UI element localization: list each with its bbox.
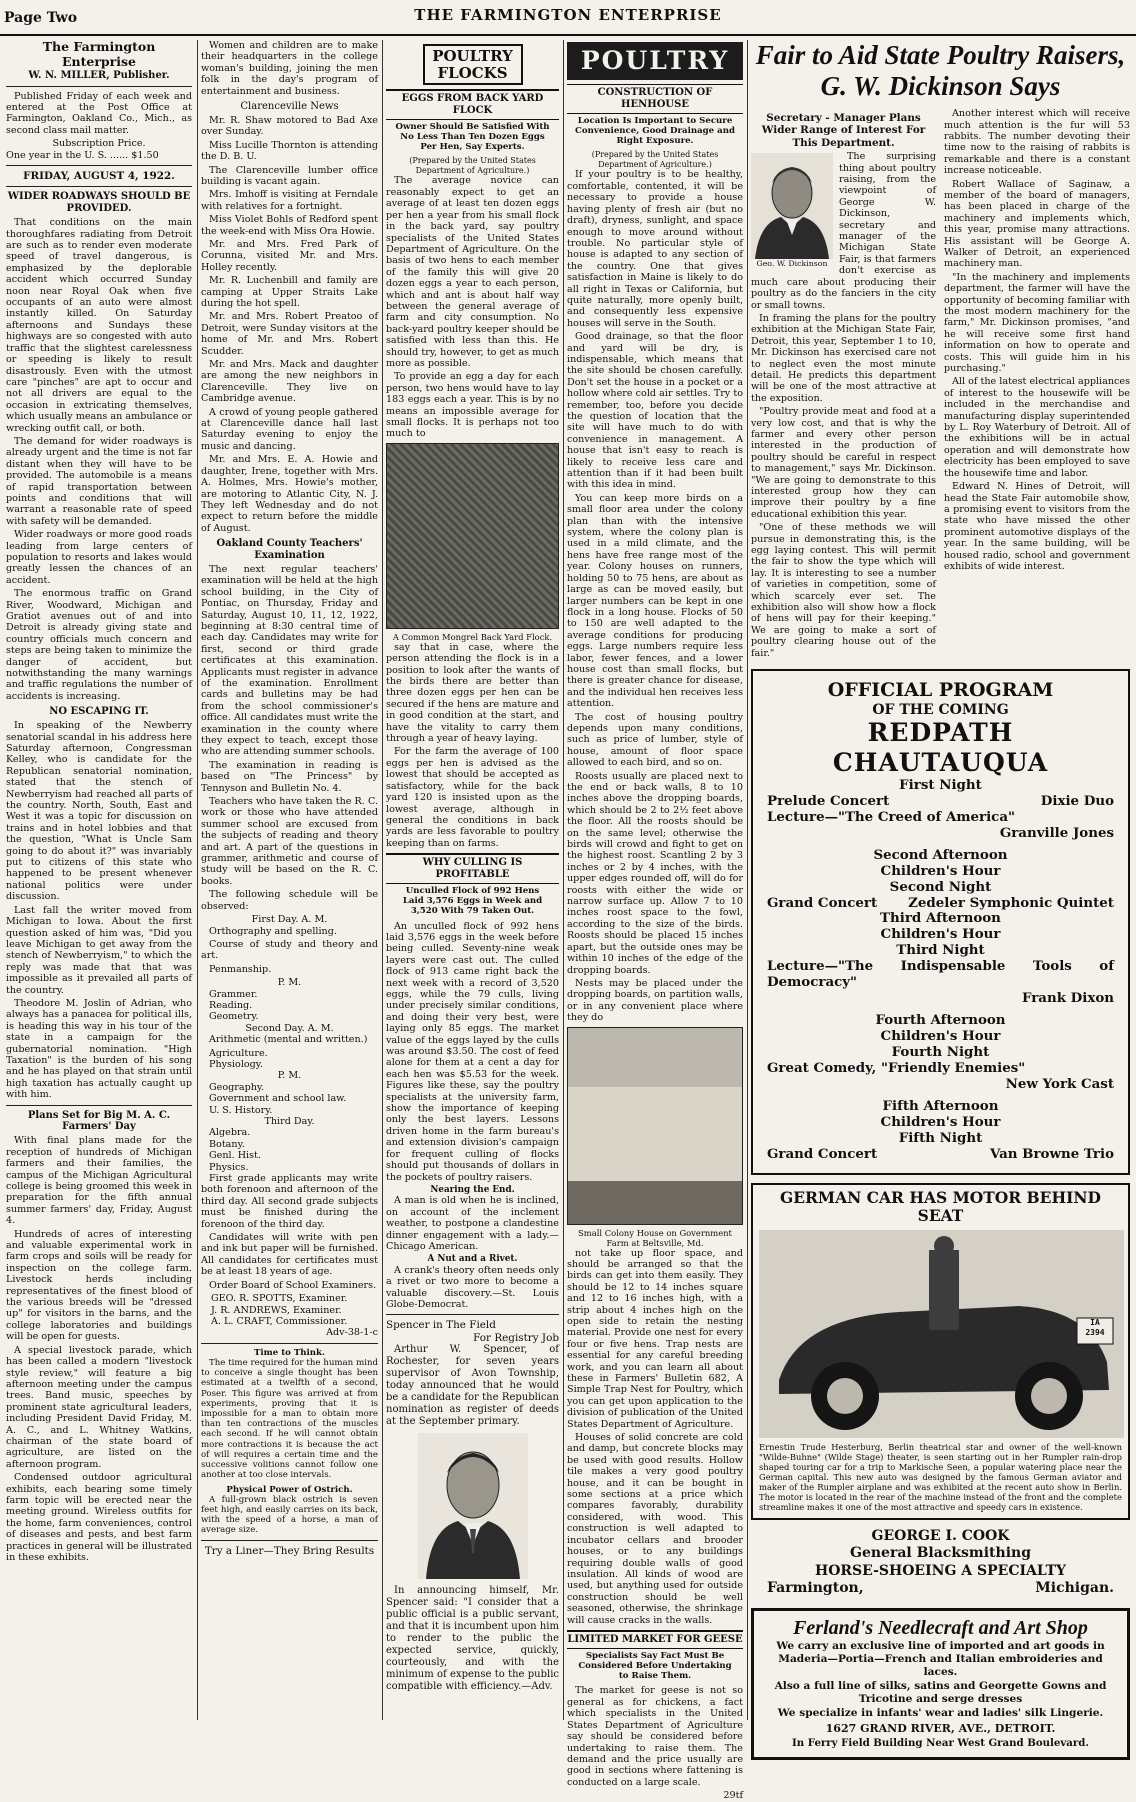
plate-line: 2394	[1085, 1328, 1105, 1338]
program-row	[767, 1077, 1114, 1093]
paragraph: In announcing himself, Mr. Spencer said: "I consider that a public official is a public servant, and that it is incumbent upon him to render to the public the expected service, quickly, courteously, and with the minimum of expense to the public compatible with efficiency.—Adv.	[386, 1585, 559, 1692]
schedule-day: First Day. A. M.	[251, 914, 328, 926]
fair-deck: Secretary - Manager Plans Wider Range of Interest For This Department.	[761, 112, 926, 149]
program-row	[767, 896, 1114, 912]
badge-line: FLOCKS	[437, 63, 508, 82]
paragraph: If your poultry is to be healthy, comfortable, contented, it will be necessary to provide a house having plenty of fresh air (but no draft), dryness, sunlight, and space enough to move around without trouble. No particular style of house is adapted to any section of the country. One that gives satisfaction in Maine is likely to do all right in Texas or California, but quite naturally, more openly built, and consequently less expensive houses will serve in the South.	[567, 169, 743, 329]
dickinson-photo	[751, 153, 833, 259]
paragraph: "Poultry provide meat and food at a very low cost, and that is why the farmer and every other person interested in the production of poultry should be careful in respect to management," says Mr. Dickinson. "We are going to demonstrate to this interested group how they can improve their poultry by a fine educational exhibition this year.	[751, 406, 936, 520]
paragraph: Robert Wallace of Saginaw, a member of the board of managers, has been placed in charge of the machinery and implements which, this year, promise many attractions. His assistant will be George A. Walker of Detroit, an experienced machinery man.	[944, 178, 1130, 270]
filler-title: A Nut and a Rivet.	[427, 1254, 518, 1265]
column-4	[567, 40, 743, 1802]
paper-name: THE FARMINGTON ENTERPRISE	[414, 6, 722, 24]
portrait-drawing	[751, 153, 833, 259]
paragraph: "One of these methods we will pursue in demonstrating this, is the egg laying contest. This will permit the fair to show the type which will lay. It is interesting to see a number of varieties in competition, some of which scarcely ever set. The exhibition also will show how a flock of hens will pay for their keeping." We are going to make a sort of poultry clearing house out of the fair."	[751, 522, 936, 659]
fair-article	[751, 108, 1130, 661]
program-event: Grand Concert	[767, 894, 878, 911]
paragraph: Another interest which will receive much attention is the fur will 53 rabbits. The number devoting their time now to the raising of rabbits is remarkable and there is a constant increase noticeable.	[944, 108, 1130, 177]
program-event: Grand Concert	[767, 1145, 878, 1162]
paragraph: All of the latest electrical appliances of interest to the housewife will be included in the merchandise and manufacturing display superintended by L. Roy Waterbury of Detroit. All of the exhibitions will be in actual operation and will demonstrate how electricity has been employed to save the housewife time and labor.	[944, 376, 1130, 479]
paragraph: Candidates will write with pen and ink but paper will be furnished. All candidates for certificates must be at least 18 years of age.	[201, 1232, 378, 1278]
divider	[6, 186, 192, 187]
program-session: Fifth Afternoon	[882, 1097, 999, 1114]
program-performer: Zedeler Symphonic Quintet	[908, 894, 1114, 911]
fair-headline: Fair to Aid State Poultry Raisers, G. W. Dickinson Says	[755, 40, 1126, 102]
dickinson-photo-block	[751, 153, 833, 268]
paragraph: A special livestock parade, which has been called a modern "livestock style review," will feature a big afternoon meeting under the campus trees. Band music, speeches by prominent state agricultural leaders, including President David Friday, M. A. C., and L. Whitney Watkins, chairman of the state board of agriculture, are listed on the afternoon program.	[6, 1344, 192, 1470]
photo-caption: Geo. W. Dickinson	[756, 259, 828, 269]
paragraph: Wider roadways or more good roads leading from large centers of population to resorts and lakes would greatly lessen the chances of an accident.	[6, 529, 192, 586]
adv-code: 29tf	[723, 1790, 743, 1802]
paragraph: The market for geese is not so general as for chickens, a fact which specialists in the United States Department of Agriculture say should be considered before undertaking to raise them. The demand and the price usually are good in sections where fattening is conducted on a large scale.	[567, 1685, 743, 1788]
program-performer: Frank Dixon	[1021, 990, 1114, 1007]
article-title: CONSTRUCTION OF HENHOUSE	[567, 84, 743, 114]
badge-line: POULTRY	[432, 47, 513, 65]
photo-caption: A Common Mongrel Back Yard Flock.	[392, 631, 553, 642]
examiner: J. R. ANDREWS, Examiner.	[211, 1304, 342, 1316]
article-title: GERMAN CAR HAS MOTOR BEHIND SEAT	[780, 1187, 1101, 1226]
ferland-ad	[751, 1608, 1130, 1761]
news-title: Clarenceville News	[240, 101, 339, 113]
program-session: Second Night	[889, 878, 992, 895]
news-item: Miss Lucille Thornton is attending the D. B. U.	[201, 139, 378, 163]
program-session: Fourth Night	[891, 1044, 990, 1061]
german-car-article	[751, 1183, 1130, 1520]
article-title: Oakland County Teachers' Examination	[216, 538, 363, 562]
poultry-flocks-badge	[423, 44, 523, 85]
ad-location: In Ferry Field Building Near West Grand Boulevard.	[792, 1737, 1089, 1750]
article-title: For Registry Job	[473, 1331, 559, 1344]
paragraph: The enormous traffic on Grand River, Woodward, Michigan and Gratiot avenues out of and into Detroit is already giving state and country officials much concern and steps are being taken to minimize the danger of accident, but notwithstanding the many warnings and traffic regulations the number of accidents is increasing.	[6, 588, 192, 702]
paragraph: The surprising thing about poultry raising, from the viewpoint of George W. Dickinson, secretary and manager of the Michigan State Fair, is that farmers don't exercise as much care about producing their poultry as do the fanciers in the city or small towns.	[751, 151, 936, 311]
paragraph: For the farm the average of 100 eggs per hen is advised as the lowest that should be accepted as satisfactory, while for the back yard 120 is insisted upon as the lowest average, although in general the conditions in back yards are less favorable to poultry keeping than on farms.	[386, 746, 559, 849]
program-session: Fourth Afternoon	[875, 1012, 1006, 1029]
photo-caption: Small Colony House on Government Farm at Beltsville, Md.	[578, 1227, 732, 1248]
news-item: Mr. and Mrs. Mack and daughter are among the new neighbors in Clarenceville. They live on Cambridge avenue.	[201, 359, 378, 405]
article-title: Plans Set for Big M. A. C. Farmers' Day	[27, 1109, 171, 1133]
paragraph: In speaking of the Newberry senatorial scandal in his address here Saturday afternoon, Congressman Kelley, who is candidate for the Republican senatorial nomination, stated that the stench of Newberryism had reached all parts of the country. North, South, East and West it was a topic for discussion on trains and in hotel lobbies and that the question, "What is Uncle Sam going to do about it?" was invariably put to citizens of this state who happened to be present whenever national politics were under discussion.	[6, 720, 192, 903]
schedule-item: Course of study and theory and art.	[201, 938, 378, 962]
filler-text: A crank's theory often needs only a rivet or two more to become a valuable discovery.—St. Louis Globe-Democrat.	[386, 1264, 559, 1311]
ad-address: 1627 GRAND RIVER, AVE., DETROIT.	[825, 1722, 1056, 1736]
program-session: Second Afternoon	[873, 846, 1008, 863]
paragraph: Condensed outdoor agricultural exhibits, each bearing some timely farm topic will be erected near the meeting ground. Wireless outfits for the home, farm conveniences, control of diseases and pests, and best farm practices in general will be illustrated in these exhibits.	[6, 1472, 192, 1563]
editorial-title: WIDER ROADWAYS SHOULD BE PROVIDED.	[7, 191, 191, 215]
paragraph: With final plans made for the reception of hundreds of Michigan farmers and their families, the campus of the Michigan Agricultural college is being groomed this week in preparation for the fifth annual summer farmers' day, Friday, August 4.	[6, 1135, 192, 1227]
program-row	[767, 1147, 1114, 1163]
paragraph: Hundreds of acres of interesting and valuable experimental work in farm crops and soils will be ready for inspection on the college farm. Livestock herds including representatives of the finest blood of the various breeds will be "dressed up" for visitors in the barns, and the college laboratories and buildings will be open for guests.	[6, 1228, 192, 1343]
ad-state: Michigan.	[1035, 1580, 1114, 1597]
program-item: Children's Hour	[880, 1113, 1001, 1130]
column-rule	[747, 40, 748, 1720]
filler-title: Time to Think.	[253, 1347, 325, 1358]
car-photo	[759, 1230, 1122, 1438]
poultry-banner: POULTRY	[567, 42, 743, 80]
examiner: GEO. R. SPOTTS, Examiner.	[211, 1293, 348, 1305]
article-subtitle: Specialists Say Fact Must Be Considered Before Undertaking to Raise Them.	[578, 1650, 732, 1682]
schedule-item: Arithmetic (mental and written.)	[209, 1034, 368, 1046]
paragraph: You can keep more birds on a small floor area under the colony plan than with the intensive system, where the colony plan is used in a mild climate, and the hens have free range most of the year. Colony houses on runners, holding 50 to 75 hens, are about as large as can be moved easily, but larger numbers can be kept in one flock in a long house. Flocks of 50 to 150 are well adapted to the average conditions for producing eggs. Large numbers require less labor, fewer fences, and a lower house cost than small flocks, but there is greater chance for disease, and the individual hen receives less attention.	[567, 492, 743, 710]
program-row	[767, 1061, 1114, 1077]
program-event: Lecture—"The Creed of America"	[767, 808, 1015, 825]
paragraph: "In the machinery and implements department, the farmer will have the opportunity of becoming familiar with the most modern machinery for the farm," Mr. Dickinson promises, "and he will receive some first hand information on how to operate and costs. This will guide him in his purchasing."	[944, 271, 1130, 375]
program-performer: Granville Jones	[999, 824, 1114, 841]
paragraph: Order Board of School Examiners.	[209, 1279, 377, 1291]
paragraph: The cost of housing poultry depends upon many conditions, such as price of lumber, style of house, amount of floor space allowed to each bird, and so on.	[567, 711, 743, 769]
plate-line: IA	[1090, 1317, 1100, 1327]
program-event: Lecture—"The Indispensable Tools of Democracy"	[767, 958, 1114, 991]
program-session: Third Night	[896, 942, 985, 959]
filler-text: A full-grown black ostrich is seven feet high, and easily carries on its back, with the speed of a horse, a man of average size.	[201, 1494, 378, 1536]
column-1	[6, 40, 192, 1726]
ad-text: Also a full line of silks, satins and Georgette Gowns and Tricotine and serge dresses	[774, 1680, 1107, 1705]
filler-title: Physical Power of Ostrich.	[226, 1484, 353, 1495]
program-name: REDPATH CHAUTAUQUA	[832, 718, 1049, 778]
schedule-item: Orthography and spelling.	[209, 925, 337, 937]
schedule-pm: P. M.	[277, 977, 302, 989]
program-item: Children's Hour	[880, 926, 1001, 943]
schedule-item: Agriculture. Physiology.	[209, 1047, 268, 1070]
news-item: Miss Violet Bohls of Redford spent the week-end with Miss Ora Howie.	[201, 214, 378, 237]
divider	[6, 1105, 192, 1106]
column-2	[201, 40, 378, 1726]
paragraph: Nests may be placed under the dropping boards, on partition walls, or in any convenient place where they do	[567, 977, 743, 1024]
article-title: EGGS FROM BACK YARD FLOCK	[386, 89, 559, 120]
ad-text: We carry an exclusive line of imported and art goods in Maderia—Portia—French and Italian embroideries and laces.	[776, 1640, 1105, 1678]
program-performer: Dixie Duo	[1040, 792, 1114, 809]
article-title: WHY CULLING IS PROFITABLE	[386, 853, 559, 884]
divider	[201, 1343, 378, 1344]
paragraph: First grade applicants may write both forenoon and afternoon of the third day. All second grade subjects must be finished during the forenoon of the third day.	[201, 1173, 378, 1230]
program-subtitle: OF THE COMING	[872, 701, 1009, 718]
issue-date: FRIDAY, AUGUST 4, 1922.	[23, 170, 175, 183]
news-item: Mrs. Imhoff is visiting at Ferndale with relatives for a fortnight.	[201, 189, 378, 212]
divider	[6, 165, 192, 166]
schedule-item: Penmanship.	[209, 963, 272, 975]
chautauqua-program	[751, 669, 1130, 1175]
program-item: Children's Hour	[880, 1028, 1001, 1045]
ad-town: Farmington,	[767, 1580, 864, 1597]
paragraph: The average novice can reasonably expect to get an average of at least ten dozen eggs per hen a year from his small flock in the back yard, say poultry specialists of the United States Department of Agriculture. On the basis of two hens to each member of the family this will give 20 dozen eggs a year to each person, which and ant is about half way between the general average of farm and city consumption. No back-yard poultry keeper should be satisfied with less than this. He should try, however, to get as much more as possible.	[386, 175, 559, 369]
program-row	[767, 810, 1114, 826]
filler-text: A man is old when he is inclined, on account of the inclement weather, to postpone a clandestine dinner engagement with a lady.—Chicago American.	[386, 1195, 559, 1252]
ad-title: Ferland's Needlecraft and Art Shop	[793, 1616, 1088, 1639]
ad-line: GEORGE I. COOK	[871, 1527, 1010, 1544]
flock-photo	[386, 443, 559, 629]
schedule-day: Second Day. A. M.	[245, 1022, 334, 1034]
paragraph: Women and children are to make their headquarters in the college woman's building, joining the men folk in the day's program of entertainment and business.	[201, 40, 378, 97]
publication-info: Published Friday of each week and entered at the Post Office at Farmington, Oakland Co., Mich., as second class mail matter.	[6, 90, 192, 136]
article-subtitle: Owner Should Be Satisfied With No Less Than Ten Dozen Eggs Per Hen, Say Experts.	[395, 121, 550, 153]
program-title: OFFICIAL PROGRAM	[827, 679, 1054, 702]
program-event: Prelude Concert	[767, 792, 890, 809]
news-item: Mr. and Mrs. E. A. Howie and daughter, Irene, together with Mrs. A. Holmes, Mrs. Howie's mother, are motoring to Atlantic City, N. J. They left Wednesday and do not expect to return before the middle of August.	[201, 454, 378, 534]
news-item: Mr. and Mrs. Robert Preatoo of Detroit, were Sunday visitors at the home of Mr. and Mrs. Robert Scudder.	[201, 311, 378, 357]
commissioner: A. L. CRAFT, Commissioner.	[211, 1315, 348, 1327]
paragraph: Last fall the writer moved from Michigan to Iowa. About the first question asked of him was, "Did you leave Michigan to get away from the stench of Newberryism," to which the reply was made that that was impossible as it prevailed all parts of the country.	[6, 904, 192, 996]
car-drawing	[759, 1230, 1124, 1438]
article-title: Spencer in The Field	[386, 1319, 496, 1332]
schedule-item: Algebra. Botany. Genl. Hist. Physics.	[209, 1127, 261, 1173]
fair-article-left	[751, 108, 936, 661]
filler-title: Nearing the End.	[430, 1184, 515, 1195]
program-session: Third Afternoon	[880, 910, 1001, 927]
ad-line	[751, 1580, 1130, 1598]
filler-text: The time required for the human mind to conceive a single thought has been estimated at a twelfth of a second, Poser. This figure was arrived at from experiments, proving that it is impossible for a man to obtain more than ten contractions of the muscles each second. If he will cannot obtain more contractions it is because the act of will requires a certain time and the successive volitions cannot follow one another at too close intervals.	[201, 1357, 378, 1481]
paragraph: Arthur W. Spencer, of Rochester, for seven years supervisor of Avon Township, today announced that he would be a candidate for the Republican nomination as register of deeds at the September primary.	[386, 1344, 559, 1427]
subscription-price: One year in the U. S. ...... $1.50	[6, 149, 159, 161]
article-title: LIMITED MARKET FOR GEESE	[567, 1630, 743, 1649]
photo-caption: Ernestin Trude Hesterburg, Berlin theatrical star and owner of the well-known "Wilde-Buhne" (Wilde Stage) theater, is seen starting out in her Rumpler rain-drop shaped touring car for a trip to Markische Seen, a popular watering place near the German capital. This new auto was designed by the famous German aviator and maker of the Rumpler airplane and was exhibited at the recent auto show in Berlin. The motor is located in the rear of the machine instead of the front and the complete streamline makes it one of the most attractive and speedy cars in existence.	[759, 1441, 1122, 1512]
program-row	[767, 991, 1114, 1007]
column-rule	[563, 40, 564, 1720]
schedule-item: Grammer. Reading. Geometry.	[209, 988, 259, 1023]
divider	[201, 1540, 378, 1541]
ad-text: We specialize in infants' wear and ladies' silk Lingerie.	[777, 1707, 1104, 1720]
news-item: Mr. and Mrs. Fred Park of Corunna, visited Mr. and Mrs. Holley recently.	[201, 238, 378, 273]
paragraph: Teachers who have taken the R. C. work or those who have attended summer school are excused from the subjects of reading and theory and art. A part of the questions in grammer, arithmetic and course of study will be based on the R. C. books.	[201, 796, 378, 887]
cook-ad	[751, 1528, 1130, 1598]
paragraph: In framing the plans for the poultry exhibition at the Michigan State Fair, Detroit, this year, September 1 to 10, Mr. Dickinson has exercised care not to neglect even the most minute detail. He predicts this department will be one of the most attractive at the exposition.	[751, 312, 936, 404]
program-row	[767, 959, 1114, 991]
liner-ad: Try a Liner—They Bring Results	[204, 1544, 375, 1557]
column-rule	[382, 40, 383, 1720]
license-plate	[1077, 1318, 1113, 1339]
paragraph: An unculled flock of 992 hens laid 3,576 eggs in the week before being culled. Seventy-nine weak layers were cast out. The culled flock of 913 came right back the next week with a record of 3,520 eggs, while the 79 culls, living under precisely similar conditions, and doing their very best, were laying only 85 eggs. The market value of the eggs layed by the culls was around $3.50. The cost of feed alone for them at a cent a day for each hen was $5.53 for the week. Figures like these, say the poultry specialists at the university farm, show the importance of keeping only the best layers. Lessons driven home in the farm bureau's and extension division's campaign for frequent culling of flocks should put thousands of dollars in the pockets of poultry raisers.	[386, 920, 559, 1183]
news-item: The Clarenceville lumber office building is vacant again.	[201, 164, 378, 187]
paragraph: Roosts usually are placed next to the end or back walls, 8 to 10 inches above the dropping boards, which should be 2 to 2½ feet above the floor. All the roosts should be on the same level; otherwise the birds will crowd and fight to get on the highest roost. Scantling 2 by 3 inches or 2 by 4 inches, with the upper edges rounded off, will do for roosts with either the wide or narrow surface up. Allow 7 to 10 inches roost space to the fowl, according to the size of the birds. Roosts should be placed 15 inches apart, but the outside ones may be within 10 inches of the edge of the dropping boards.	[567, 770, 743, 976]
spencer-portrait	[418, 1433, 528, 1579]
page-number: Page Two	[4, 10, 78, 26]
right-section	[751, 40, 1130, 1750]
divider	[386, 1314, 559, 1315]
page-header	[0, 0, 1136, 36]
paragraph: To provide an egg a day for each person, two hens would have to lay 183 eggs each a year. This is by no means an impossible average for small flocks. It is perhaps not too much to	[386, 371, 559, 440]
paragraph: Edward N. Hines of Detroit, will head the State Fair automobile show, a promising event to visitors from the state who have missed the other prominent automotive displays of the year. In the same building, will be housed radio, school and government exhibits of wide interest.	[944, 481, 1130, 572]
paragraph: Good drainage, so that the floor and yard will be dry, is indispensable, which means that the site should be chosen carefully. Don't set the house in a pocket or a hollow where cold air settles. Try to remember, too, before you decide the question of location that the site will have much to do with convenience in management. A house that isn't easy to reach is likely to receive less care and attention than if it had been built with this idea in mind.	[567, 331, 743, 491]
paragraph: The next regular teachers' examination will be held at the high school building, in the City of Pontiac, on Thursday, Friday and Saturday, August 10, 11, 12, 1922, beginning at 8:30 central time of each day. Candidates may write for first, second or third grade certificates at this examination. Applicants must register in advance of the examination. Enrollment cards and bulletins may be had from the school commissioner's office. All candidates must write the examination in the county where they expect to teach, except those who are attending summer schools.	[201, 563, 378, 758]
subscription-label: Subscription Price.	[52, 138, 146, 150]
adv-code: Adv-38-1-c	[326, 1327, 378, 1339]
program-performer: Van Browne Trio	[989, 1145, 1114, 1162]
column-3	[386, 40, 559, 1726]
ad-line: HORSE-SHOEING A SPECIALTY	[814, 1562, 1066, 1579]
editorial-title: NO ESCAPING IT.	[49, 706, 149, 718]
paragraph: The demand for wider roadways is already urgent and the time is not far distant when they will have to be provided. The automobile is a means of rapid transportation between points and conditions that will warrant a reasonable rate of speed with safety will be demanded.	[6, 435, 192, 527]
publisher: W. N. MILLER, Publisher.	[28, 69, 170, 81]
divider	[6, 86, 192, 87]
program-row	[767, 826, 1114, 842]
portrait-drawing	[418, 1433, 528, 1579]
news-item: Mr. R. Shaw motored to Bad Axe over Sunday.	[201, 114, 378, 138]
program-session: Fifth Night	[898, 1129, 983, 1146]
schedule-item: Geography. Government and school law. U. S. History.	[209, 1081, 347, 1116]
colony-house-photo	[567, 1027, 743, 1225]
program-session: First Night	[899, 776, 982, 793]
article-subtitle: Location Is Important to Secure Convenience, Good Drainage and Right Exposure.	[575, 115, 735, 147]
column-rule	[197, 40, 198, 1720]
ad-line: General Blacksmithing	[850, 1545, 1031, 1562]
program-event: Great Comedy, "Friendly Enemies"	[767, 1060, 1026, 1077]
program-item: Children's Hour	[880, 862, 1001, 879]
paragraph: not take up floor space, and should be arranged so that the birds can get into them easily. They should be 12 to 14 inches square and 12 to 16 inches high, with a strip about 4 inches high on the open side to retain the nesting material. Provide one nest for every four or five hens. Trap nests are essential for any careful breeding work, and you can learn all about these in Farmers' Bulletin 682, A Simple Trap Nest for Poultry, which you can get upon application to the division of publication of the United States Department of Agriculture.	[567, 1247, 743, 1430]
news-item: Mr. R. Luchenbill and family are camping at Upper Straits Lake during the hot spell.	[201, 275, 378, 310]
fair-article-right	[944, 108, 1130, 661]
prepared-by: (Prepared by the United States Department of Agriculture.)	[591, 150, 719, 169]
paragraph: The following schedule will be observed:	[201, 889, 378, 912]
paragraph: That conditions on the main thoroughfares radiating from Detroit are such as to render even moderate speed of travel dangerous, is emphasized by the deplorable accident which occurred Sunday noon near Royal Oak when five occupants of an auto were almost instantly killed. On Saturday afternoons and Sundays these highways are so congested with auto traffic that the slightest carelessness or speeding is likely to result disastrously. Even with the utmost care "pinches" are apt to occur and not all drivers are equal to the occasion in extricating themselves, which usually means an ambulance or wrecking outfit call, or both.	[6, 217, 192, 434]
program-performer: New York Cast	[1005, 1076, 1114, 1093]
news-item: A crowd of young people gathered at Clarenceville dance hall last Saturday evening to enjoy the music and dancing.	[201, 406, 378, 452]
paragraph: Theodore M. Joslin of Adrian, who always has a panacea for political ills, is heading this way in his tour of the state in a campaign for the gubernatorial nomination. "High Taxation" is the burden of his song and he has played on that strain until high taxation has actually caught up with him.	[6, 997, 192, 1101]
article-subtitle: Unculled Flock of 992 Hens Laid 3,576 Eggs in Week and 3,520 With 79 Taken Out.	[402, 885, 543, 917]
schedule-pm: P. M.	[277, 1070, 302, 1082]
schedule-day: Third Day.	[264, 1116, 315, 1128]
paragraph: say that in case, where the person attending the flock is in a position to look after the wants of the birds there are better than three dozen eggs per hen can be secured if the hens are mature and in good condition at the start, and have the vitality to carry them through a year of heavy laying.	[386, 641, 559, 745]
prepared-by: (Prepared by the United States Department of Agriculture.)	[409, 156, 536, 175]
paragraph: The examination in reading is based on "The Princess" by Tennyson and Bulletin No. 4.	[201, 759, 378, 794]
paragraph: Houses of solid concrete are cold and damp, but concrete blocks may be used with good results. Hollow tile makes a very good poultry house, and it can be bought in some sections at a price which compares favorably, durability considered, with wood. This construction is well adapted to incubator cellars and brooder houses, or to any buildings requiring double walls of good insulation. All kinds of wood are used, but anything used for outside construction should be well seasoned, otherwise, the shrinkage will cause cracks in the walls.	[567, 1432, 743, 1626]
masthead: The Farmington Enterprise	[42, 39, 156, 69]
program-row	[767, 794, 1114, 810]
